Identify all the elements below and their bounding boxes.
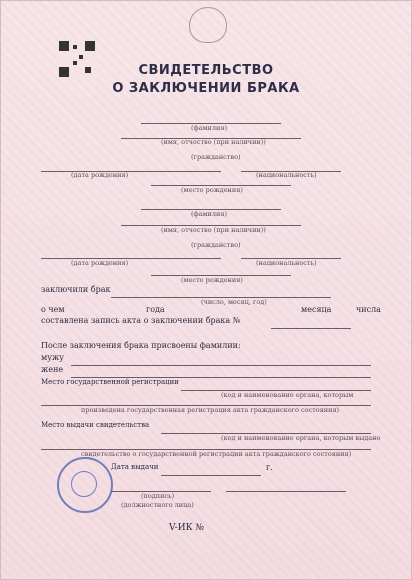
- groom-birthdate-line: [41, 159, 221, 172]
- serial-number: V-ИК №: [169, 523, 204, 533]
- registration-place-line-2: [41, 393, 371, 406]
- official-name-line: [226, 479, 346, 492]
- issue-place-line: [161, 421, 371, 434]
- signature-line: [111, 479, 211, 492]
- issue-date-line: [161, 463, 261, 476]
- document-title: СВИДЕТЕЛЬСТВО: [138, 63, 274, 78]
- bride-name-line: [121, 213, 301, 226]
- record-number-line: [271, 316, 351, 329]
- bride-birthplace-line: [151, 263, 291, 276]
- wife-surname-line: [71, 365, 371, 378]
- groom-surname-line: [141, 111, 281, 124]
- bride-birthdate-line: [41, 246, 221, 259]
- marriage-date-line: [111, 285, 331, 298]
- bride-nationality-line: [241, 246, 341, 259]
- registration-place-line: [181, 378, 371, 391]
- bride-surname-line: [141, 197, 281, 210]
- issue-place-line-2: [41, 437, 371, 450]
- marriage-certificate: СВИДЕТЕЛЬСТВО О ЗАКЛЮЧЕНИИ БРАКА (фамилия) (имя, отчество (при наличии)) (гражданство) (дата рождения) (национальность) (место рождения) (фамилия) (имя, отчество (при наличии)) (гражданство) (дата рождения) (национальность) (место рождения) заключили брак (число, месяц, год) о чем года месяца числа составлена запись акта о заключении брака № После заключения брака присвоены фамилии: мужу жене Место государственной регистрации (код и наименование органа, которым произведена государственная регистрация акта гражданского состояния) Место выдачи свидетельства (код и наименование органа, которым выдано свидетельство о государственной регистрации акта гражданского состояния) Дата выдачи г. (подпись) (должностного лица) V-ИК №: [0, 0, 412, 580]
- document-subtitle: О ЗАКЛЮЧЕНИИ БРАКА: [112, 81, 300, 96]
- groom-birthplace-line: [151, 173, 291, 186]
- coat-of-arms-icon: [189, 7, 227, 43]
- official-stamp-icon: [57, 457, 113, 513]
